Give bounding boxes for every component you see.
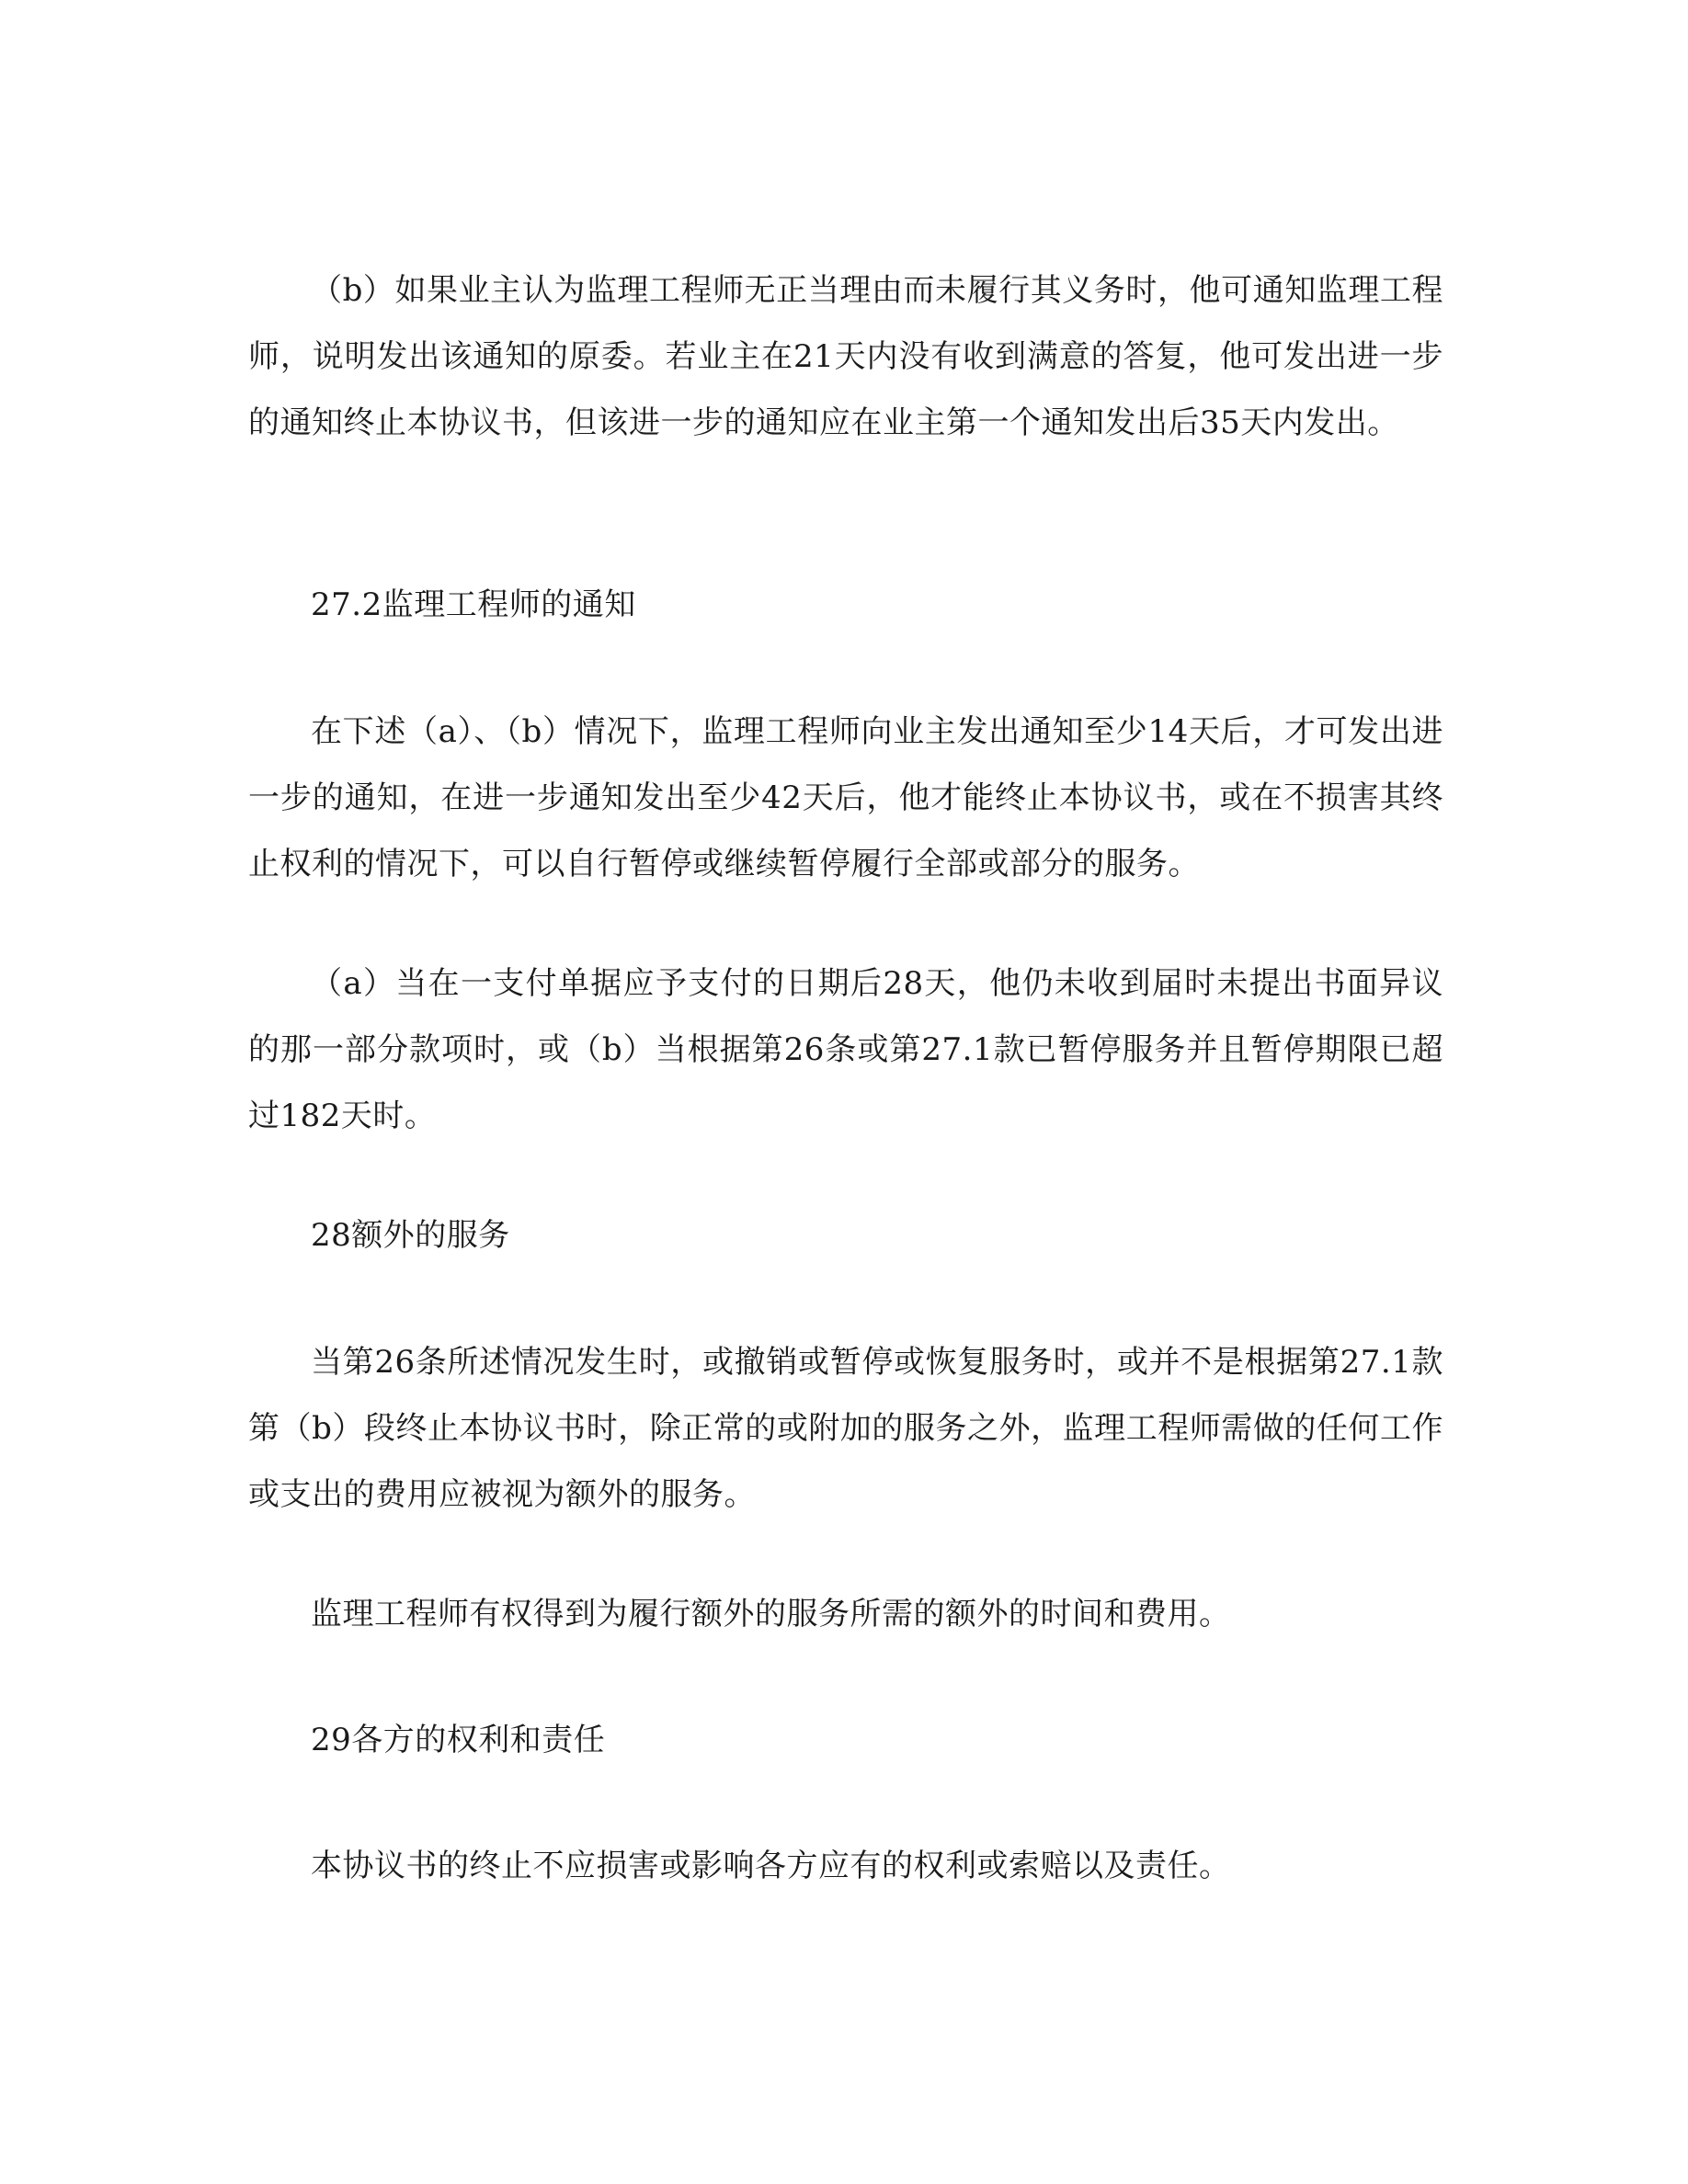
- paragraph-termination-by-employer: （b）如果业主认为监理工程师无正当理由而未履行其义务时，他可通知监理工程师，说明发出该通知的原委。若业主在21天内没有收到满意的答复，他可发出进一步的通知终止本协议书，但该进一步的通知应在业主第一个通知发出后35天内发出。: [248, 272, 1443, 441]
- paragraph-conditions-a-b: （a）当在一支付单据应予支付的日期后28天，他仍未收到届时未提出书面异议的那一部分款项时，或（b）当根据第26条或第27.1款已暂停服务并且暂停期限已超过182天时。: [248, 965, 1443, 1134]
- paragraph-engineer-notice: 在下述（a）、（b）情况下，监理工程师向业主发出通知至少14天后，才可发出进一步的通知，在进一步通知发出至少42天后，他才能终止本协议书，或在不损害其终止权利的情况下，可以自行暂停或继续暂停履行全部或部分的服务。: [248, 713, 1443, 882]
- section-heading-27-2: 27.2监理工程师的通知: [311, 586, 636, 623]
- section-heading-28: 28额外的服务: [311, 1217, 510, 1254]
- section-heading-29: 29各方的权利和责任: [311, 1722, 606, 1758]
- paragraph-rights-and-liabilities: 本协议书的终止不应损害或影响各方应有的权利或索赔以及责任。: [311, 1848, 1231, 1884]
- paragraph-additional-time-and-fees: 监理工程师有权得到为履行额外的服务所需的额外的时间和费用。: [311, 1596, 1231, 1632]
- paragraph-additional-services: 当第26条所述情况发生时，或撤销或暂停或恢复服务时，或并不是根据第27.1款第（b）段终止本协议书时，除正常的或附加的服务之外，监理工程师需做的任何工作或支出的费用应被视为额外的服务。: [248, 1344, 1443, 1513]
